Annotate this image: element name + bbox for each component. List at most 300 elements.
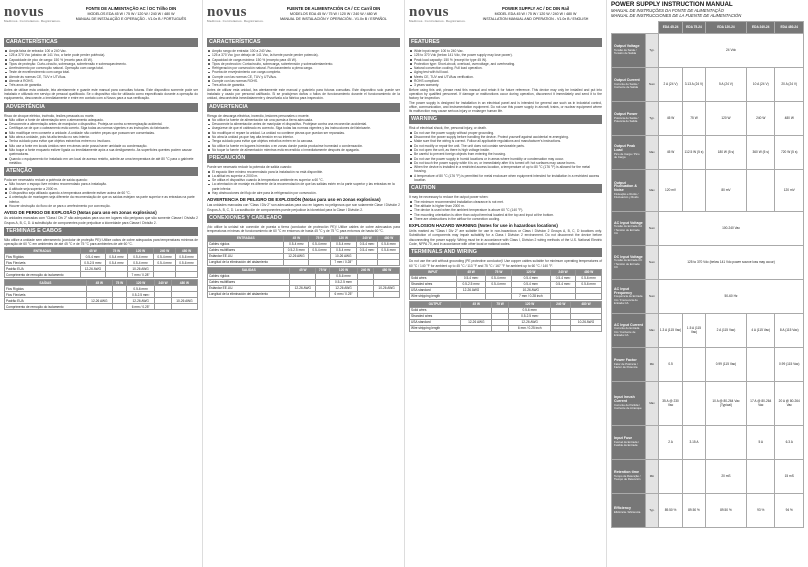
list-item: Refrigeración por convección natural. Funcionamiento a plena carga. [207,66,400,70]
column-spec-sheet [606,0,808,567]
spec-model-1: EDA 45-24 [659,22,683,34]
intro-paragraph: Antes de utilizar esta unidad, lea atentamente este manual y guárdelo para futuras consultas. Este dispositivo solo puede ser instalado y usado por personal calificado. Si se produjeran daños o fallos de funcionamiento durante el funcionamiento de la unidad, desconéctela inmediatamente y devuélvala a la fábrica para inspección. [207,87,400,101]
spec-value: 1.5 A (115 Vac) [683,314,706,348]
spec-param-label [612,280,646,314]
spec-value: 10 A (24 V) [747,68,775,102]
list-item: Não use a fonte em locais úmidos nem em áreas onde possa haver umidade ou condensação. [4,144,198,148]
list-item: The altitude is higher than 2000 m. [409,204,602,208]
spec-row [612,34,804,68]
table-cell [316,291,330,297]
table-cell: Solid wires [410,275,457,281]
spec-param-name: Output Fluctuation & Noise [614,180,637,193]
header [409,0,602,36]
table-cell: 12-26 AWG [330,285,358,291]
spec-param-label [612,246,646,280]
table-cell [551,325,571,331]
table-header-cell: 75 W [492,301,509,307]
table-cell: 0.5-4 mm² [356,247,378,253]
table-cell: Fios Rígidos [5,254,81,260]
spec-value: 2 A [659,426,683,460]
table-cell: 0.5-2.5 mm² [127,292,155,298]
spec-value: 112.5 W (5 s) [683,136,706,170]
list-item: Tipos de proteção: Curto-circuito, sobrecarga, sobretensão e sobreaquecimento. [4,62,198,66]
table-cell: Comprimento de remoção do isolamento [5,272,81,278]
spec-value: 20 mS [705,460,746,494]
logo-block [409,6,466,23]
spec-value [683,460,706,494]
list-item: Tenha cuidado para evitar que objetos estranhos entrem no invólucro. [4,139,198,143]
brand-logo: novus [4,4,45,20]
table-cell: 6 mm / 0.25" [127,304,155,310]
table-cell [106,272,128,278]
terminals-paragraph: Não utilize a unidade sem aterramento (condutor de proteção PE)! Utilize cabos de cobre adequados para temperaturas mínimas de operação de 60 °C em ambientes de até 45 °C e de 75 °C para ambientes de até 60 °C. [4,237,198,247]
doc-title: FUENTE DE ALIMENTACIÓN CA / CC Carril DIN [286,6,381,11]
table-cell: 0.5-4 mm² [309,247,331,253]
section-caution: PRECAUCIÓN [207,154,400,163]
list-item: 125 a 370 Vcc (por debajo de 141 Vcc, la fuente puede perder potencia). [207,53,400,57]
table-header-cell: 480 W [176,248,198,254]
table-cell: Estándar EE.UU. [208,253,284,259]
list-item: O dispositivo seja utilizado quando a temperatura ambiente estiver acima de 60 °C. [4,191,198,195]
spec-param-translation: Potência de Saída / Potencia de Salida [614,116,639,124]
table-cell: 0.5-6 mm² [508,307,550,313]
spec-value: 0.5 [659,348,683,382]
table-cell: 0.5-6 mm² [576,275,602,281]
table-cell: Stranded wires [410,313,461,319]
input-wiring-table [207,235,400,266]
table-row [208,291,400,297]
table-cell: 12-26 AWG [86,298,112,304]
table-cell: 0.5-4 mm² [511,281,550,287]
header [207,0,400,36]
table-cell: 10-26 AWG [330,253,356,259]
list-item: Peak load capacity: 150 % (except for type 45 W). [409,58,602,62]
spec-param-label [612,348,646,382]
intro-paragraph-2: The power supply is designed for installation in an electrical panel and is intended for general use such as in industrial control, office, communication, and instrumentation equipment. Do not use this power supply in aircraft, trains, or nuclear equipment where its malfunction may cause serious injury or endanger human life. [409,100,602,114]
list-item: No utilice la fuente de alimentación sin una puesta a tierra adecuada. [207,118,400,122]
list-item: Meets CE, TUV and UTVAus verification. [409,75,602,79]
table-header-cell: 45 W [461,301,492,307]
table-cell [290,291,316,297]
list-item: Aging test with full load. [409,70,602,74]
list-item: Do not touch the power supply while it is on, or immediately after it is turned off: hot surfaces may cause burns. [409,161,602,165]
spec-param-label [612,494,646,528]
list-item: Desconecte la alimentación antes de manipular el dispositivo. Protéjase contra una reconexión accidental. [207,122,400,126]
list-item: Amplio rango de entrada: 100 a 240 Vac. [207,49,400,53]
spec-subtitle-pt: MANUAL DE INSTRUÇÕES DA FONTE DE ALIMENTAÇÃO [611,8,724,13]
spec-value: 5 A [747,426,775,460]
table-cell: USA standard [410,287,457,293]
table-cell: Estándar EE.UU. [208,285,290,291]
list-item: Houver obstrução do fluxo de ar para o arrefecimento por convecção. [4,204,198,208]
spec-param-name: Output Voltage [614,44,640,49]
spec-param-translation: Flutuação e Ruído / Fluctuación y Ruido [614,191,639,200]
brand-tagline: Medimos. Controlamos. Registramos. [409,19,466,23]
spec-value: 8 A (115 Vac) [775,314,804,348]
spec-value: 720 W (5 s) [775,136,804,170]
list-item: Do not open the unit, as there is high voltage inside. [409,148,602,152]
header [4,0,198,36]
table-cell: 0.5-4 mm² [284,241,309,247]
spec-param-label [612,68,646,102]
table-row [410,293,602,299]
list-item: La altitud es superior a 2000 m. [207,174,400,178]
brand-tagline: Medimos. Controlamos. Registramos. [4,19,61,23]
spec-param-translation: Fator de Potência / Factor de Potencia [614,362,638,370]
table-header-cell: 45 W [290,267,316,273]
table-cell: 6 mm / 0.25" [330,291,358,297]
spec-param-name: Output Peak Load [614,144,636,153]
table-header-cell: 240 W [155,280,171,286]
doc-manual: MANUAL DE INSTALAÇÃO E OPERAÇÃO - V1.0x B / PORTUGUÊS [75,17,187,21]
list-item: Não toque a fonte enquanto estiver ligada ou imediatamente após a sua desligamento. As superfícies quentes podem causar queimaduras. [4,148,198,157]
spec-stat-label: Typ. [646,102,659,136]
spec-param-name: DC Input Voltage [614,254,643,259]
spec-value [683,348,706,382]
section-features: CARACTERÍSTICAS [207,38,400,47]
table-cell: 0.5-2.5 mm² [330,279,358,285]
spec-value: 45 W [659,102,683,136]
spec-model-2: EDA 75-24 [683,22,706,34]
brand-logo: novus [409,4,450,20]
table-header-cell: 480 W [378,235,400,241]
table-header-cell: 240 W [551,301,571,307]
table-cell: 0.5-4 mm² [486,281,512,287]
table-cell: 12-26 AWG [284,253,309,259]
column-english [404,0,606,567]
table-cell [571,325,602,331]
table-cell [155,304,171,310]
output-wiring-table [4,279,198,310]
intro-paragraph: Before using this unit, please read this manual and retain it for future reference. This device may only be installed and put into operation by qualified personnel. If damage or malfunctions occur during operation, disconnect it immediately and send it to the factory for inspection. [409,87,602,101]
doc-manual: MANUAL DE INSTALACIÓN Y OPERACIÓN - V1.0x B / ESPAÑOL [280,17,387,21]
warning-list [4,118,198,165]
table-cell: Fios Flexíveis [5,260,81,266]
spec-param-translation: Tensão de Entrada CA / Tensión de Entrada CA [614,224,642,236]
table-cell: 0.5-6 mm² [176,260,198,266]
table-cell: Stranded wires [410,281,457,287]
spec-value: 2 A (115 Vac) [705,314,746,348]
spec-value: 240 W [747,102,775,136]
table-cell [374,291,400,297]
spec-row [612,170,804,212]
list-item: The device is used when the ambient temperature is above 60 °C (140 °F). [409,208,602,212]
warning-intro: Riesgo de descarga eléctrica, incendio, lesiones personales o muerte. [207,113,310,118]
column-portuguese [0,0,202,567]
list-item: No abra la unidad ya que hay alta tensión en su interior. [207,135,400,139]
table-row [410,325,602,331]
spec-value: 24 Vdc [659,34,804,68]
spec-value: 480 W [775,102,804,136]
section-terminals: CONEXIONES Y CABLEADO [207,214,400,223]
spec-value: 120 mV [659,170,683,212]
spec-value: 15 mS [775,460,804,494]
table-cell: 0.5-4 mm² [154,254,176,260]
spec-param-translation: Corrente de Saída / Corriente de Salida [614,82,639,90]
header-text [264,6,400,22]
table-cell [171,304,197,310]
header-text [466,6,602,22]
explosion-paragraph: Las unidades marcadas con "Class I Div 2" son adecuadas para uso en lugares no peligrosos que son solamente Clase I División 2 Grupos A, B, C, D. La sustitución de componentes puede perjudicar la idoneidad para la Clase I División 2. [207,203,400,212]
list-item: Natural convection cooling. Full load operation. [409,66,602,70]
spec-value: 6.3 A [775,426,804,460]
list-item: A altitude seja superior a 2000 m. [4,187,198,191]
section-terminals: TERMINAIS E CABOS [4,227,198,236]
logo-block [207,6,264,23]
spec-value: 80 mV [705,170,746,212]
table-cell [550,293,576,299]
spec-param-translation: Pico de Carga / Pico de Carga [614,152,640,160]
spec-param-translation: Tensão de Saída / Tensión de Salida [614,48,637,56]
list-item: Desconecte a alimentação antes de manipular o dispositivo. Proteja-se contra a reenergização acidental. [4,122,198,126]
spec-model-3: EDA 120-24 [705,22,746,34]
doc-models: MODELOS EDA 45 W / 75 W / 120 W / 240 W / 480 W [87,12,175,16]
doc-title: POWER SUPPLY AC / DC DIN Rail [501,6,570,11]
spec-param-label [612,426,646,460]
table-header-cell: 75 W [486,269,512,275]
spec-stat-label: Typ. [646,494,659,528]
table-header-cell: 120 W [511,269,550,275]
table-cell: 12-26 AWG [508,319,550,325]
spec-table [611,21,804,528]
section-warning: WARNING [409,115,602,124]
spec-value: 2 A (24 V) [659,68,683,102]
spec-stat-label: Max [646,314,659,348]
list-item: Hay obstrucciones del flujo de aire para la refrigeración por convección. [207,191,400,195]
list-item: Teste de envelhecimento com carga total. [4,70,198,74]
spec-param-translation: Eficiência / Eficiencia [614,509,641,514]
spec-model-header [612,22,804,34]
table-cell [176,272,198,278]
list-item: Quando o equipamento for instalado em um local de acesso restrito, admite-se uma temperatura de até 80 °C para o gabinete metálico. [4,157,198,166]
spec-param-translation: Corrente de Entrada CA / Corriente de Entrada CA [614,326,640,338]
table-cell: 0.5-2.5 mm² [80,260,105,266]
spec-param-name: AC Input Voltage [614,220,643,225]
table-cell: Padrão EUA [5,266,81,272]
table-cell [357,291,373,297]
table-cell: 0.5-4 mm² [80,254,105,260]
spec-stat-label: Typ. [646,34,659,68]
table-cell: Fios Flexíveis [5,292,87,298]
table-cell: 10-26 AWG [127,266,153,272]
table-row [208,259,400,265]
spec-model-5: EDA 480-24 [775,22,804,34]
doc-manual: INSTALLATION MANUAL AND OPERATION - V1.0x B / ENGLISH [482,17,589,21]
caution-list [409,200,602,221]
section-features: CARACTERÍSTICAS [4,38,198,47]
features-list [409,49,602,88]
spec-value: 75 W [683,102,706,136]
list-item: 3 years warranty. [409,83,602,87]
list-item: Do not use the power supply in humid locations or in areas where humidity or condensation may occur. [409,157,602,161]
table-cell: Cables rígidos [208,273,290,279]
spec-value: 3.13 A (24 V) [683,68,706,102]
table-cell: 0.5-2.5 mm² [284,247,309,253]
spec-param-name: AC Input Frequency [614,286,633,295]
spec-value [747,348,775,382]
spec-param-label [612,170,646,212]
table-cell: Cables multifilares [208,247,284,253]
spec-row [612,314,804,348]
table-cell: 12-26 AWG [80,266,105,272]
table-cell: 0.5-4 mm² [127,260,153,266]
table-cell: Comprimento de remoção do isolamento [5,304,87,310]
spec-value [683,170,706,212]
spec-stat-label: Nom [646,280,659,314]
list-item: A orientação de montagem seja diferente da recomendação de que os saídas estejam na parte superior e as entradas na parte inferior. [4,195,198,204]
table-header-cell: SAÍDAS [5,280,87,286]
spec-param-name: Efficiency [614,505,631,510]
table-cell: 0.5-6 mm² [576,281,602,287]
section-caution: ATENÇÃO [4,167,198,176]
spec-param-name: Input Fuse [614,436,633,441]
table-cell: 0.5-4 mm² [511,275,550,281]
list-item: Atende às normas CE, TUV e UTVAus. [4,75,198,79]
table-cell [356,259,378,265]
table-cell: Padrão EUA [5,298,87,304]
table-cell: 0.5-4 mm² [330,241,356,247]
table-cell: 0.5-2.5 mm² [508,313,550,319]
logo-block [4,6,61,23]
table-row [5,272,198,278]
spec-row [612,68,804,102]
spec-row [612,382,804,426]
spec-row [612,460,804,494]
table-cell: 10-26 AWG [571,319,602,325]
table-cell: 7 mm / 0.28 inch [511,293,550,299]
list-item: No toque la fuente de alimentación mientras está encendida o inmediatamente después de apagarla. [207,148,400,152]
spec-value: 100-240 Vac [659,212,804,246]
table-header-cell: 480 W [374,267,400,273]
table-header-cell: 120 W [330,267,358,273]
table-header-cell: 240 W [550,269,576,275]
table-header-cell: 45 W [80,248,105,254]
warning-list [409,131,602,183]
table-cell [492,325,509,331]
list-item: Make sure that the wiring is correct. Follow all applicable regulations and manufacturer's instructions. [409,139,602,143]
spec-stat-label: Nom [646,246,659,280]
spec-corner [612,22,659,34]
spec-row [612,136,804,170]
list-item: Certifique-se de que o cabeamento está correto. Siga todas as normas vigentes e as instruções do fabricante. [4,126,198,130]
spec-value [659,460,683,494]
spec-value: 17 A @ 80-264 Vac [747,382,775,426]
table-cell: 7 mm / 0.28" [127,272,153,278]
list-item: Asegúrese de que el cableado es correcto. Siga todas las normas vigentes y las instrucciones del fabricante. [207,126,400,130]
spec-value [705,426,746,460]
table-cell: 0.5-4 mm² [550,281,576,287]
features-list [4,49,198,88]
list-item: Tipos de protección: Cortocircuito, sobrecarga, sobretensión y sobrecalentamiento. [207,62,400,66]
terminals-paragraph: ¡No utilice la unidad sin conexión de puesta a tierra (conductor de protección PE)! Utilice cables de cobre adecuados para temperaturas mínimas de funcionamiento de 60 °C en entornos de hasta 45 °C y de 75 °C para entornos de hasta 60 °C. [207,224,400,234]
spec-stat-label: Min [646,460,659,494]
input-wiring-table [409,269,602,300]
table-cell: Longitud de la eliminación del aislamiento [208,291,290,297]
brand-tagline: Medimos. Controlamos. Registramos. [207,19,264,23]
spec-stat-label: Max [646,170,659,212]
list-item: Disconnect the power supply before handling the device. Protect yourself against accidental re-energizing. [409,135,602,139]
table-cell: 12-26 AWG [290,285,316,291]
explosion-paragraph: As unidades marcadas com "Class I Div 2" são adequadas para uso em lugares não perigosos que são somente Classe I Divisão 2 Grupos A, B, C, D. A substituição de componentes pode prejudicar a idoneidade para Classe I Divisão 2. [4,216,198,225]
spec-value: 120 W [705,102,746,136]
table-cell: 0.5-4 mm² [330,247,356,253]
spec-value: 5 A (24 V) [705,68,746,102]
table-cell: 0.5-4 mm² [106,254,128,260]
table-cell: Fios Rígidos [5,286,87,292]
table-cell: 0.5-4 mm² [486,275,512,281]
table-cell: 0.5-4 mm² [356,241,378,247]
spec-stat-label: Max [646,136,659,170]
table-header-cell: 120 W [330,235,356,241]
list-item: Três anos de garantia. [4,83,198,87]
section-terminals: TERMINALS AND WIRING [409,248,602,257]
spec-param-label [612,382,646,426]
warning-intro: Risk of electrical shock, fire, personal injury, or death. [409,126,487,131]
spec-stat-label [646,426,659,460]
spec-row [612,280,804,314]
intro-paragraph: Antes de utilizar esta unidade, leia atentamente e guarde este manual para consultas futuras. Este dispositivo somente pode ser instalado e utilizado em serviço de pessoal qualificado. Se o dispositivo não for utilizado como especificado durante a operação do equipamento, desconecte-o imediatamente e entre em contato com a Novus para a sua verificação. [4,87,198,101]
list-item: A temperature of 80 °C (176 °F) is permitted for metal enclosure when equipment intended for installation in a restricted access location. [409,174,602,183]
table-header-cell: SALIDAS [208,267,290,273]
spec-param-label [612,34,646,68]
list-item: Do not use the power supply without proper grounding. [409,131,602,135]
table-header-cell: 480 W [171,280,197,286]
list-item: La orientación de montaje es diferente de la recomendación de que las salidas estén en la parte superior y las entradas en la parte inferior. [207,182,400,191]
header-text [61,6,198,22]
table-header-cell: 120 W [127,248,153,254]
list-item: Não modifique nem conserte a unidade. A unidade não contém peças que possam ser consertadas. [4,131,198,135]
table-header-cell: 75 W [316,267,330,273]
list-item: Tres años de garantía. [207,83,400,87]
doc-models: MODELOS EDA 45 W / 75 W / 120 W / 240 W / 480 W [289,12,378,16]
spec-value: 125 to 370 Vdc (below 141 Vdc power source loss may occur) [659,246,804,280]
output-wiring-table [409,301,602,332]
table-cell: 12-26 AWG [461,319,492,325]
table-cell [486,293,512,299]
list-item: Cumple con las normas CE, TUV y UTVAus. [207,75,400,79]
spec-param-name: Output Current [614,78,640,83]
table-cell: 0.5-4 mm² [106,260,128,266]
list-item: Não abra a unidade, pois há alta tensão no seu interior. [4,135,198,139]
table-header-cell: 75 W [112,280,126,286]
table-cell: 10-26 AWG [374,285,400,291]
spec-stat-label: Min [646,348,659,382]
features-list [207,49,400,88]
spec-model-4: EDA 240-24 [747,22,775,34]
table-cell: Wire stripping length [410,293,457,299]
spec-param-translation: Tempo de Retenção / Tiempo de Retención [614,474,641,482]
spec-param-name: Output Power [614,112,638,117]
spec-value: 20 A @ 80-264 Vac [775,382,804,426]
table-cell [309,259,331,265]
list-item: No modifique ni repare la unidad. La unidad no contiene piezas que puedan ser reparadas. [207,131,400,135]
table-header-cell: 480 W [576,269,602,275]
spec-title: POWER SUPPLY INSTRUCTION MANUAL [611,1,733,8]
spec-value: 120 mV [775,170,804,212]
caution-intro: Puede ser necesario reducir la potencia de salida cuando: [207,165,292,170]
table-cell: 0.5-6 mm² [176,254,198,260]
spec-value: 4 A (115 Vac) [747,314,775,348]
table-cell: 0.5-6 mm² [378,247,400,253]
spec-param-label [612,314,646,348]
spec-value: 20 A (24 V) [775,68,804,102]
table-header-cell: 45 W [456,269,485,275]
table-cell: USA standard [410,319,461,325]
list-item: Be careful to prevent foreign objects from entering the housing. [409,152,602,156]
table-cell: 0.5-4 mm² [550,275,576,281]
table-cell [456,293,485,299]
list-item: El espacio libre mínimo recomendado para la instalación no está disponible. [207,170,400,174]
